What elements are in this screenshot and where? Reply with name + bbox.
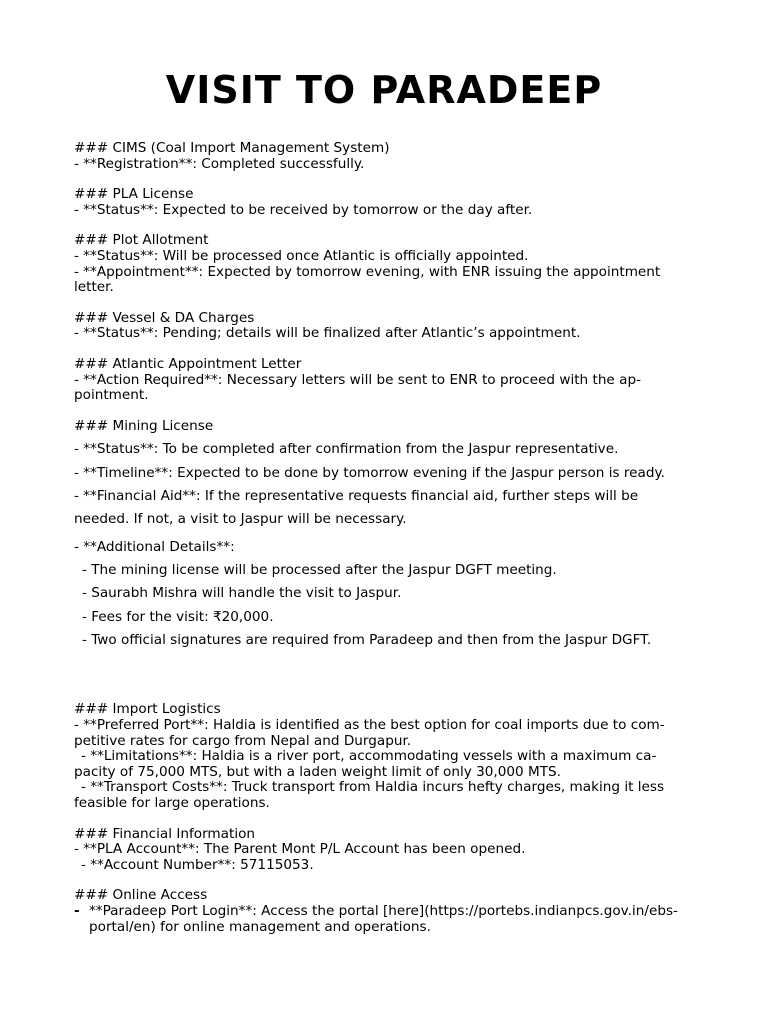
bullet-line: - **Action Required**: Necessary letters will be sent to ENR to proceed with the ap-pointment. <box>74 371 641 404</box>
bullet-line: - **Timeline**: Expected to be done by tomorrow evening if the Jaspur person is ready. <box>74 464 665 481</box>
list-item <box>74 904 696 935</box>
bullet-line: - **Status**: Expected to be received by tomorrow or the day after. <box>74 201 533 218</box>
section-pla-license <box>74 187 696 218</box>
section-vessel-da-charges <box>74 311 696 342</box>
section-mining-license <box>74 419 696 649</box>
bullet-line: - **Additional Details**: <box>74 538 235 555</box>
document-title: VISIT TO PARADEEP <box>165 68 603 112</box>
section-heading: ### Online Access <box>74 887 208 904</box>
bullet-line: - **Registration**: Completed successfully. <box>74 155 365 172</box>
section-heading: ### Vessel & DA Charges <box>74 309 255 326</box>
sub-bullet-line: - **Account Number**: 57115053. <box>81 856 314 873</box>
section-heading: ### Mining License <box>74 417 214 434</box>
bullet-line: - **Status**: Will be processed once Atlantic is officially appointed. <box>74 247 529 264</box>
section-atlantic-appointment <box>74 357 696 404</box>
bullet-line: - **Appointment**: Expected by tomorrow evening, with ENR issuing the appointment letter. <box>74 263 661 296</box>
portal-login-text: **Paradeep Port Login**: Access the portal [here](https://portebs.indianpcs.gov.in/ebs-portal/en) for online management and operations. <box>89 902 678 935</box>
section-heading: ### Import Logistics <box>74 701 221 718</box>
section-plot-allotment <box>74 233 696 295</box>
bullet-line: - **Preferred Port**: Haldia is identified as the best option for coal imports due to com-petitive rates for cargo from Nepal and Durgapur. <box>74 717 665 749</box>
section-heading: ### PLA License <box>74 186 194 203</box>
sub-bullet-line: - The mining license will be processed after the Jaspur DGFT meeting. <box>82 561 557 578</box>
bullet-line: - **Status**: To be completed after confirmation from the Jaspur representative. <box>74 441 619 458</box>
bullet-line: - **PLA Account**: The Parent Mont P/L Account has been opened. <box>74 841 526 858</box>
section-heading: ### Atlantic Appointment Letter <box>74 355 302 372</box>
bullet-dash: - <box>74 902 80 919</box>
section-heading: ### Financial Information <box>74 825 256 842</box>
sub-bullet-line: - Saurabh Mishra will handle the visit to Jaspur. <box>82 585 402 602</box>
section-heading: ### CIMS (Coal Import Management System) <box>74 140 390 156</box>
sub-bullet-line: - **Transport Costs**: Truck transport from Haldia incurs hefty charges, making it less feasible for large operations. <box>74 779 665 812</box>
sub-bullet-line: - Two official signatures are required from Paradeep and then from the Jaspur DGFT. <box>82 632 652 649</box>
spacer <box>74 656 696 702</box>
sub-bullet-line: - Fees for the visit: ₹20,000. <box>82 608 274 625</box>
section-cims <box>74 141 696 172</box>
section-online-access <box>74 888 696 935</box>
bullet-line: - **Financial Aid**: If the representative requests financial aid, further steps will be needed. If not, a visit to Jaspur will be necessary. <box>74 487 639 528</box>
document-body <box>74 141 696 950</box>
section-financial-information <box>74 827 696 874</box>
bullet-line: - **Status**: Pending; details will be finalized after Atlantic’s appointment. <box>74 325 581 342</box>
section-import-logistics <box>74 702 696 811</box>
sub-bullet-line: - **Limitations**: Haldia is a river port, accommodating vessels with a maximum ca-pacity of 75,000 MTS, but with a laden weight limit of only 30,000 MTS. <box>74 748 657 780</box>
section-heading: ### Plot Allotment <box>74 232 209 249</box>
